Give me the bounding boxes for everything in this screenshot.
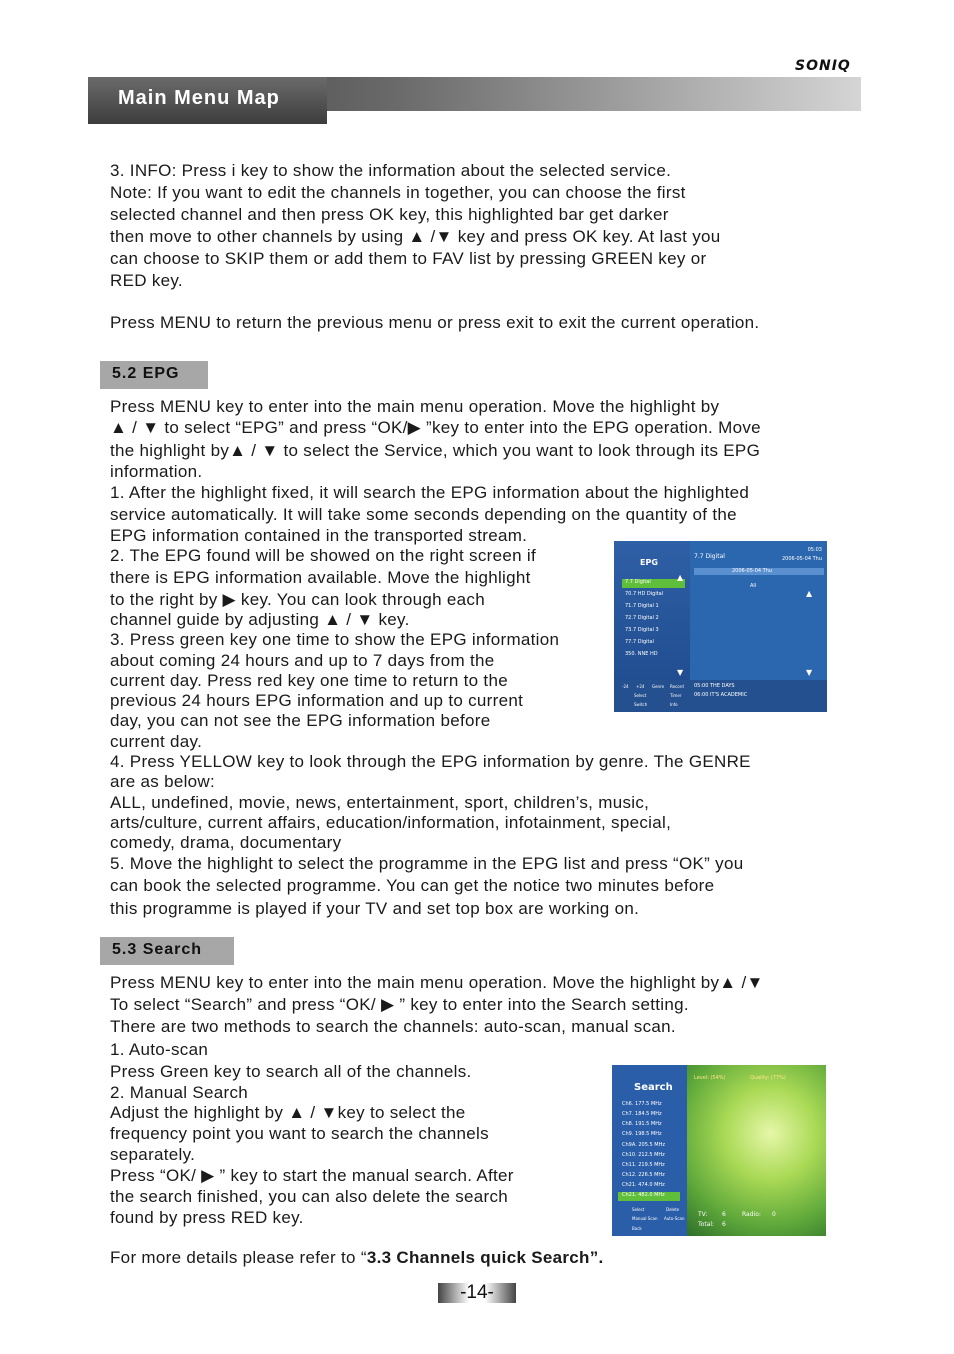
epg-channel-item: 71.7 Digital 1 [625, 603, 659, 609]
total-value: 6 [722, 1221, 726, 1228]
search-footer-label: Back [632, 1226, 642, 1231]
epg-channel-item: 7.7 Digital [622, 579, 685, 588]
epg-line: previous 24 hours EPG information and up to current [110, 691, 524, 710]
epg-line: ▲ / ▼ to select “EPG” and press “OK/▶ ”key to enter into the EPG operation. Move [110, 418, 761, 437]
search-channel-item: Ch6. 177.5 MHz [622, 1101, 662, 1107]
search-line: 2. Manual Search [110, 1083, 249, 1102]
search-footer-label: Delete [666, 1207, 680, 1212]
search-channel-item: Ch9A. 205.5 MHz [622, 1142, 665, 1148]
epg-line: channel guide by adjusting ▲ / ▼ key. [110, 610, 410, 629]
search-line: the search finished, you can also delete the search [110, 1187, 509, 1206]
search-channel-item: Ch8. 191.5 MHz [622, 1121, 662, 1127]
epg-footer-label: Select [634, 693, 647, 698]
search-line: Adjust the highlight by ▲ / ▼key to select the [110, 1103, 466, 1122]
epg-line: Press MENU key to enter into the main menu operation. Move the highlight by [110, 397, 720, 416]
epg-line: 1. After the highlight fixed, it will search the EPG information about the highlighted [110, 483, 750, 502]
search-line: 1. Auto-scan [110, 1040, 209, 1059]
epg-line: this programme is played if your TV and set top box are working on. [110, 899, 640, 918]
search-line: Press “OK/ ▶ ” key to start the manual search. After [110, 1166, 514, 1185]
section-heading-text: 5.2 EPG [112, 365, 180, 382]
epg-line: EPG information contained in the transported stream. [110, 526, 528, 545]
epg-line: to the right by ▶ key. You can look through each [110, 590, 485, 609]
search-screen-title: Search [634, 1082, 673, 1093]
page-title: Main Menu Map [118, 87, 280, 109]
search-line: There are two methods to search the channels: auto-scan, manual scan. [110, 1017, 676, 1036]
section-heading-text: 5.3 Search [112, 941, 203, 958]
page-number-box [438, 1283, 516, 1303]
search-line: frequency point you want to search the channels [110, 1124, 489, 1143]
header-tab [88, 77, 327, 124]
search-channel-item: Ch11. 219.5 MHz [622, 1162, 665, 1168]
search-line: found by press RED key. [110, 1208, 304, 1227]
epg-screen-title: EPG [640, 558, 658, 567]
scroll-down-icon: ▼ [806, 668, 813, 677]
search-line: To select “Search” and press “OK/ ▶ ” key to enter into the Search setting. [110, 995, 689, 1014]
search-channel-item: Ch9. 198.5 MHz [622, 1131, 662, 1137]
epg-line: information. [110, 462, 203, 481]
epg-line: current day. Press red key one time to return to the [110, 671, 508, 690]
section-heading-search [100, 937, 234, 965]
refer-link-text: 3.3 Channels quick Search”. [366, 1248, 604, 1267]
epg-channel-item: 77.7 Digital [625, 639, 654, 645]
radio-value: 0 [772, 1211, 776, 1218]
search-footer-label: Auto-Scan [664, 1216, 685, 1221]
epg-channel-item: 73.7 Digital 3 [625, 627, 659, 633]
tv-value: 6 [722, 1211, 726, 1218]
search-line: Press Green key to search all of the channels. [110, 1062, 472, 1081]
epg-footer-label: Record [670, 684, 684, 689]
level-label: Level: (54%) [694, 1075, 726, 1081]
epg-line: day, you can not see the EPG information before [110, 711, 491, 730]
intro-line: selected channel and then press OK key, this highlighted bar get darker [110, 205, 669, 224]
epg-time: 05:03 [807, 547, 822, 553]
intro-line: can choose to SKIP them or add them to FAV list by pressing GREEN key or [110, 249, 707, 268]
epg-footer-label: Genre [652, 684, 665, 689]
epg-footer-label: Switch [634, 702, 648, 707]
epg-footer-label: +24 [636, 684, 645, 689]
epg-date: 2006-05-04 Thu [781, 556, 822, 562]
brand-logo: SONIQ [795, 58, 851, 74]
epg-line: ALL, undefined, movie, news, entertainment, sport, children’s, music, [110, 793, 650, 812]
search-channel-item: Ch10. 212.5 MHz [622, 1152, 665, 1158]
epg-programme: 06:00 IT'S ACADEMIC [694, 692, 748, 698]
epg-line: service automatically. It will take some seconds depending on the quantity of the [110, 505, 737, 524]
epg-line: about coming 24 hours and up to 7 days from the [110, 651, 495, 670]
search-channel-item: Ch21. 482.0 MHz [618, 1192, 680, 1201]
search-line: Press MENU key to enter into the main menu operation. Move the highlight by▲ /▼ [110, 973, 764, 992]
search-screenshot [612, 1065, 826, 1236]
epg-screenshot [614, 541, 827, 712]
epg-line: 3. Press green key one time to show the EPG information [110, 630, 560, 649]
intro-line: RED key. [110, 271, 183, 290]
menu-line: Press MENU to return the previous menu or press exit to exit the current operation. [110, 313, 760, 332]
search-channel-item: Ch12. 226.5 MHz [622, 1172, 665, 1178]
search-footer-label: Manual Scan [632, 1216, 658, 1221]
epg-line: 4. Press YELLOW key to look through the EPG information by genre. The GENRE [110, 752, 751, 771]
epg-channel-item: 72.7 Digital 2 [625, 615, 659, 621]
page-number: -14- [460, 1282, 494, 1303]
refer-line [110, 1247, 604, 1269]
epg-line: 5. Move the highlight to select the programme in the EPG list and press “OK” you [110, 854, 744, 873]
epg-channel-item: 350. NNE HD [625, 651, 658, 657]
epg-footer-label: Info [670, 702, 678, 707]
intro-line: then move to other channels by using ▲ /▼ key and press OK key. At last you [110, 227, 721, 246]
epg-line: can book the selected programme. You can get the notice two minutes before [110, 876, 715, 895]
quality-label: Quality: (77%) [750, 1075, 786, 1081]
epg-date-band-text: 2006-05-04 Thu [732, 568, 773, 574]
epg-line: there is EPG information available. Move the highlight [110, 568, 531, 587]
epg-line: arts/culture, current affairs, education/information, infotainment, special, [110, 813, 672, 832]
section-heading-epg [100, 361, 208, 389]
scroll-up-icon: ▲ [806, 589, 813, 598]
epg-footer-label: -24 [622, 684, 629, 689]
epg-line: are as below: [110, 772, 216, 791]
search-channel-item: Ch7. 184.5 MHz [622, 1111, 662, 1117]
search-line: separately. [110, 1145, 196, 1164]
total-label: Total: [698, 1221, 715, 1228]
epg-current-channel: 7.7 Digital [694, 553, 725, 560]
search-footer-label: Select [632, 1207, 645, 1212]
intro-line: 3. INFO: Press i key to show the information about the selected service. [110, 161, 672, 180]
epg-line: comedy, drama, documentary [110, 833, 342, 852]
tv-label: TV: [698, 1211, 708, 1218]
epg-genre: All [750, 583, 757, 589]
epg-line: 2. The EPG found will be showed on the right screen if [110, 546, 537, 565]
refer-prefix: For more details please refer to “ [110, 1248, 367, 1267]
epg-line: the highlight by▲ / ▼ to select the Service, which you want to look through its EPG [110, 441, 761, 460]
search-channel-item: Ch21. 474.0 MHz [622, 1182, 665, 1188]
scroll-up-icon: ▲ [677, 573, 684, 582]
radio-label: Radio: [742, 1211, 761, 1218]
epg-channel-item: 70.7 HD Digital [625, 591, 664, 597]
epg-line: current day. [110, 732, 203, 751]
epg-programme: 05:00 THE DAYS [694, 683, 735, 689]
scroll-down-icon: ▼ [677, 668, 684, 677]
intro-line: Note: If you want to edit the channels in together, you can choose the first [110, 183, 686, 202]
epg-footer-label: Timer [670, 693, 682, 698]
